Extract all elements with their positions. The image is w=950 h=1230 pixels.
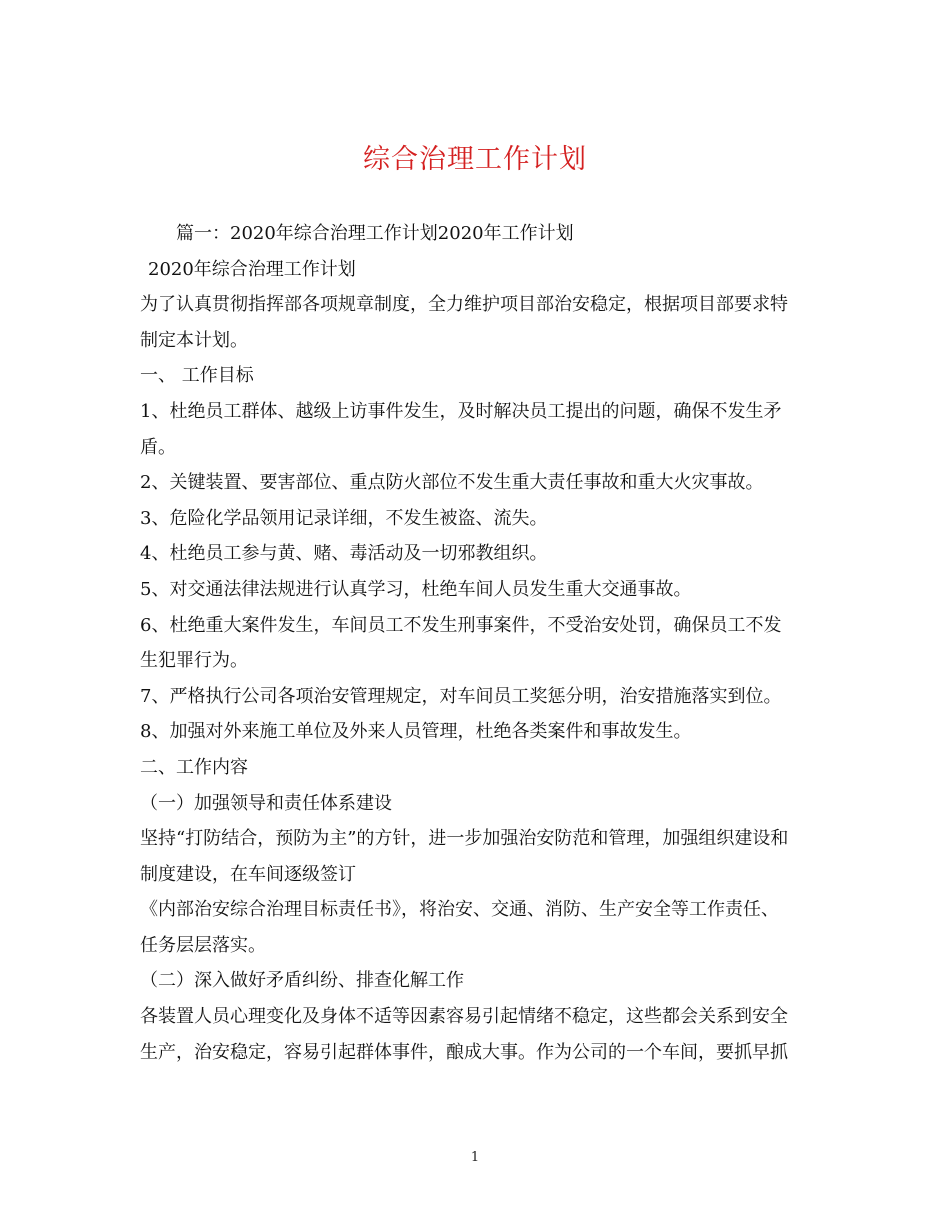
paragraph-line: 《内部治安综合治理目标责任书》，将治安、交通、消防、生产安全等工作责任、	[140, 899, 779, 921]
list-item: 5、对交通法律法规进行认真学习，杜绝车间人员发生重大交通事故。	[140, 578, 692, 600]
list-item: 7、严格执行公司各项治安管理规定，对车间员工奖惩分明，治安措施落实到位。	[140, 685, 782, 707]
document-body	[140, 216, 820, 1070]
list-item: 生犯罪行为。	[140, 650, 248, 672]
paragraph-line: 2020年综合治理工作计划	[148, 258, 356, 280]
list-item: 8、加强对外来施工单位及外来人员管理，杜绝各类案件和事故发生。	[140, 721, 692, 743]
paragraph-line: 各装置人员心理变化及身体不适等因素容易引起情绪不稳定，这些都会关系到安全	[140, 1006, 788, 1028]
paragraph-line: 生产，治安稳定，容易引起群体事件，酿成大事。作为公司的一个车间，要抓早抓	[140, 1041, 788, 1063]
paragraph-line: 制度建设，在车间逐级签订	[140, 863, 356, 885]
document-title: 综合治理工作计划	[363, 144, 587, 175]
paragraph-line: 为了认真贯彻指挥部各项规章制度，全力维护项目部治安稳定，根据项目部要求特	[140, 294, 788, 316]
paragraph-line: 任务层层落实。	[140, 934, 266, 956]
list-item: 1、杜绝员工群体、越级上访事件发生，及时解决员工提出的问题，确保不发生矛	[140, 400, 782, 422]
paragraph-line: 制定本计划。	[140, 329, 248, 351]
section-heading: 二、工作内容	[140, 756, 248, 778]
list-item: 2、关键装置、要害部位、重点防火部位不发生重大责任事故和重大火灾事故。	[140, 472, 764, 494]
subsection-heading: （二）深入做好矛盾纠纷、排查化解工作	[140, 970, 464, 992]
list-item: 盾。	[140, 436, 176, 458]
subsection-heading: （一）加强领导和责任体系建设	[140, 792, 392, 814]
list-item: 4、杜绝员工参与黄、赌、毒活动及一切邪教组织。	[140, 543, 548, 565]
list-item: 3、危险化学品领用记录详细，不发生被盗、流失。	[140, 507, 548, 529]
paragraph-line: 篇一：2020年综合治理工作计划2020年工作计划	[176, 223, 574, 244]
list-item: 6、杜绝重大案件发生，车间员工不发生刑事案件，不受治安处罚，确保员工不发	[140, 614, 782, 636]
section-heading: 一、 工作目标	[140, 365, 254, 387]
page-number: 1	[470, 1150, 480, 1165]
paragraph-line: 坚持“打防结合，预防为主”的方针，进一步加强治安防范和管理，加强组织建设和	[140, 828, 789, 850]
